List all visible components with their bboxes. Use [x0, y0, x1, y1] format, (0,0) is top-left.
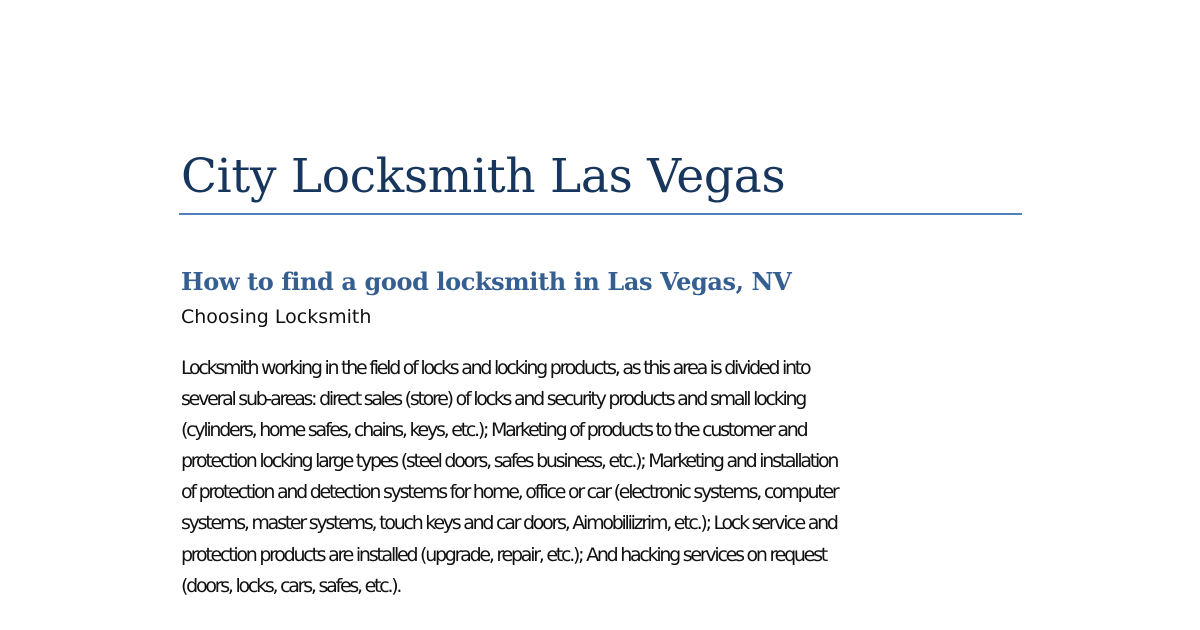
section-heading: How to find a good locksmith in Las Vegas, NV [181, 267, 792, 296]
body-paragraph [181, 354, 1021, 603]
section-subtitle: Choosing Locksmith [181, 306, 372, 328]
paragraph-line: protection locking large types (steel doors, safes business, etc.); Marketing and installation [181, 450, 838, 473]
paragraph-line: (cylinders, home safes, chains, keys, etc.); Marketing of products to the customer and [181, 419, 807, 442]
paragraph-line: several sub-areas: direct sales (store) of locks and security products and small locking [181, 388, 806, 411]
paragraph-line: systems, master systems, touch keys and car doors, Aimobiliizrim, etc.); Lock service and [181, 512, 837, 535]
title-underline-rule [179, 213, 1022, 215]
paragraph-line: Locksmith working in the field of locks and locking products, as this area is divided into [181, 357, 810, 379]
paragraph-line: protection products are installed (upgrade, repair, etc.); And hacking services on request [181, 543, 826, 566]
paragraph-line: (doors, locks, cars, safes, etc.). [181, 574, 401, 597]
paragraph-line: of protection and detection systems for home, office or car (electronic systems, computer [181, 481, 838, 504]
document-title: City Locksmith Las Vegas [181, 149, 786, 204]
